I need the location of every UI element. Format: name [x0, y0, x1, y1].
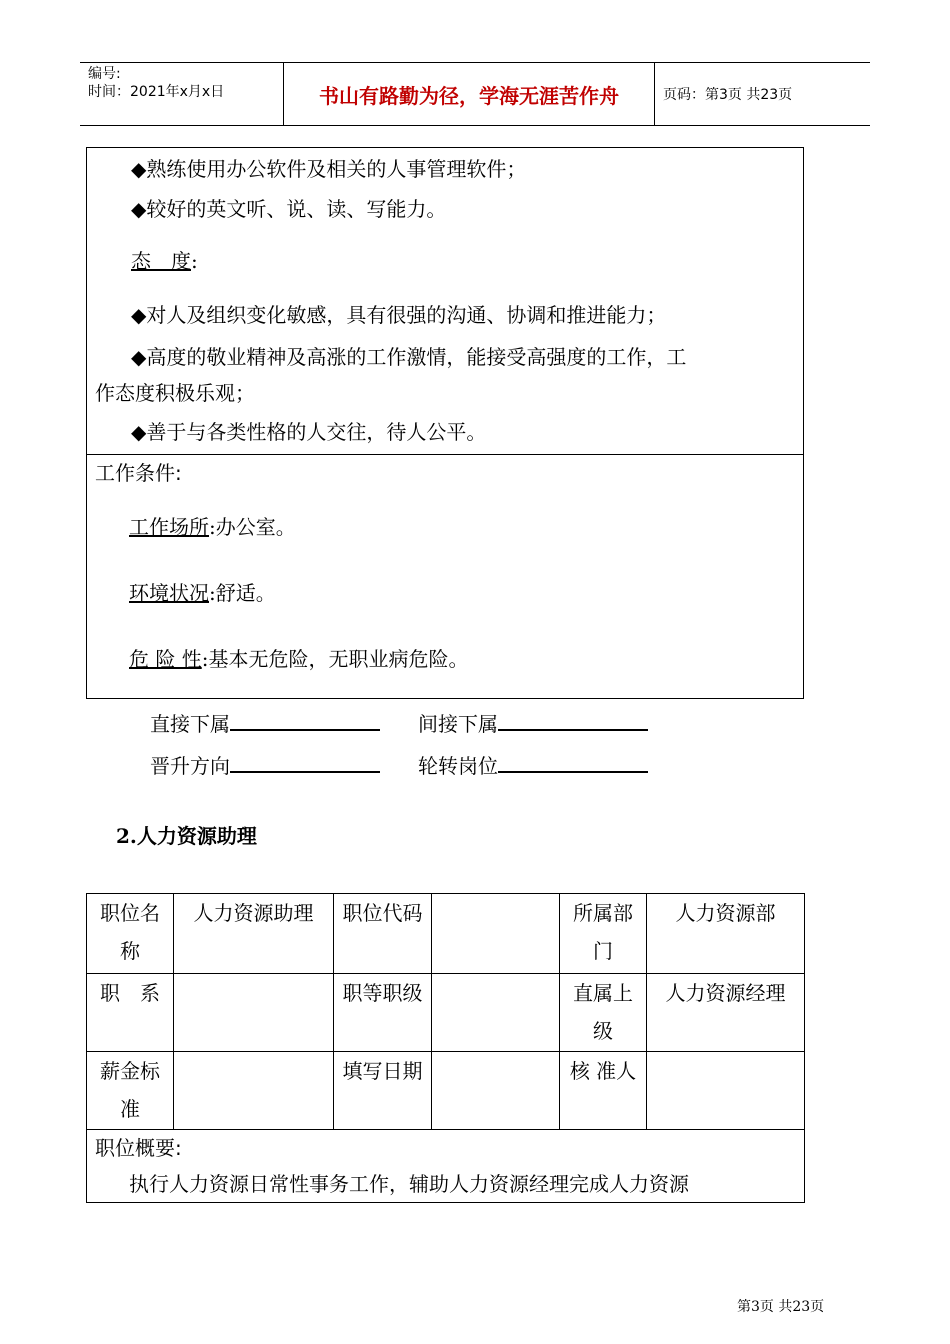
table-row — [87, 1130, 805, 1203]
blank-line — [230, 711, 380, 731]
attitude-item-cont: 作态度积极乐观； — [95, 381, 255, 405]
place-label: 工作场所 — [129, 515, 209, 539]
risk-value: :基本无危险，无职业病危险。 — [201, 647, 469, 671]
rotation-row — [418, 750, 648, 779]
summary-title: 职位概要: — [95, 1136, 182, 1160]
blank-line — [230, 753, 380, 773]
attitude-colon: : — [191, 249, 198, 273]
table-label-cell: 职位代码 — [334, 894, 432, 974]
attitude-label: 态 度 — [131, 249, 191, 273]
place-row — [129, 511, 296, 540]
table-label-cell: 填写日期 — [334, 1052, 432, 1130]
blank-line — [498, 711, 648, 731]
summary-text: 执行人力资源日常性事务工作，辅助人力资源经理完成人力资源 — [129, 1172, 689, 1196]
risk-row — [129, 643, 468, 672]
table-row — [87, 1052, 805, 1130]
table-row — [87, 894, 805, 974]
table-label-cell: 所属部门 — [560, 894, 647, 974]
blank-line — [498, 753, 648, 773]
table-row — [87, 974, 805, 1052]
header-page-info: 页码：第3页 共23页 — [663, 87, 793, 103]
table-label-cell: 职位名称 — [87, 894, 174, 974]
table-value-cell — [174, 974, 334, 1052]
section-title: 2.人力资源助理 — [116, 824, 257, 848]
page-footer: 第3页 共23页 — [737, 1299, 825, 1315]
env-row — [129, 577, 276, 606]
skills-attitude-box — [86, 147, 804, 455]
table-value-cell: 人力资源经理 — [647, 974, 805, 1052]
table-value-cell — [174, 1052, 334, 1130]
attitude-item: ◆高度的敬业精神及高涨的工作激情，能接受高强度的工作，工 — [131, 345, 687, 369]
table-label-cell: 核 准人 — [560, 1052, 647, 1130]
risk-label: 危 险 性 — [129, 647, 202, 671]
table-label-cell: 职 系 — [87, 974, 174, 1052]
work-conditions-box — [86, 455, 804, 699]
attitude-item: ◆对人及组织变化敏感，具有很强的沟通、协调和推进能力； — [131, 303, 667, 327]
header-meta — [88, 65, 224, 101]
header-motto: 书山有路勤为径，学海无涯苦作舟 — [283, 63, 655, 125]
job-info-table — [86, 893, 805, 1203]
table-label-cell: 薪金标准 — [87, 1052, 174, 1130]
env-value: :舒适。 — [209, 581, 276, 605]
table-value-cell: 人力资源助理 — [174, 894, 334, 974]
table-value-cell — [432, 974, 560, 1052]
promotion-label: 晋升方向 — [150, 754, 230, 778]
env-label: 环境状况 — [129, 581, 209, 605]
direct-subordinate-row — [150, 708, 380, 737]
attitude-heading — [131, 245, 198, 274]
table-value-cell — [432, 1052, 560, 1130]
rotation-label: 轮转岗位 — [418, 754, 498, 778]
time-label: 时间：2021年x月x日 — [88, 84, 225, 100]
place-value: :办公室。 — [209, 515, 296, 539]
indirect-subordinate-row — [418, 708, 648, 737]
promotion-row — [150, 750, 380, 779]
indirect-sub-label: 间接下属 — [418, 712, 498, 736]
number-label: 编号: — [88, 66, 121, 82]
table-label-cell: 直属上级 — [560, 974, 647, 1052]
page-header — [80, 62, 870, 126]
direct-sub-label: 直接下属 — [150, 712, 230, 736]
summary-cell — [87, 1130, 805, 1203]
attitude-item: ◆善于与各类性格的人交往，待人公平。 — [131, 420, 487, 444]
conditions-title: 工作条件: — [95, 461, 182, 485]
table-value-cell — [647, 1052, 805, 1130]
skill-item: ◆较好的英文听、说、读、写能力。 — [131, 197, 447, 221]
table-value-cell — [432, 894, 560, 974]
table-value-cell: 人力资源部 — [647, 894, 805, 974]
skill-item: ◆熟练使用办公软件及相关的人事管理软件； — [131, 157, 527, 181]
table-label-cell: 职等职级 — [334, 974, 432, 1052]
